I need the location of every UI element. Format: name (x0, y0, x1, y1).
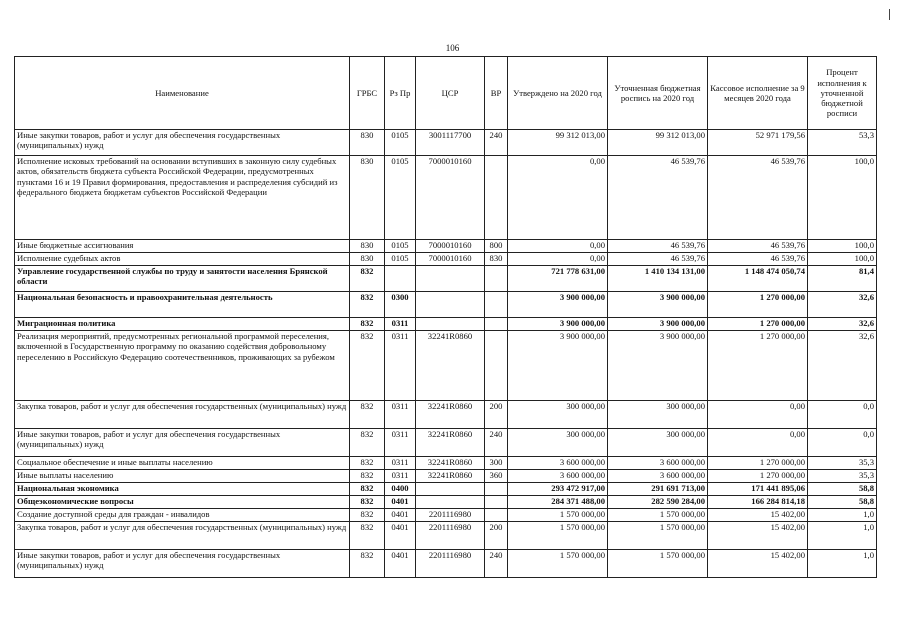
header-csr: ЦСР (416, 57, 485, 130)
cell-cash: 171 441 895,06 (708, 483, 808, 496)
cell-grbs: 832 (350, 483, 385, 496)
cell-name: Закупка товаров, работ и услуг для обеспечения государственных (муниципальных) нужд (15, 522, 350, 550)
cell-percent: 32,6 (808, 318, 877, 331)
table-row (15, 429, 877, 457)
cell-csr: 32241R0860 (416, 429, 485, 457)
cell-cash: 1 270 000,00 (708, 331, 808, 401)
cell-csr: 32241R0860 (416, 331, 485, 401)
cell-percent: 100,0 (808, 156, 877, 240)
cell-approved: 3 900 000,00 (508, 331, 608, 401)
cell-percent: 0,0 (808, 429, 877, 457)
cell-grbs: 832 (350, 550, 385, 578)
cell-name: Иные закупки товаров, работ и услуг для обеспечения государственных (муниципальных) нужд (15, 429, 350, 457)
cell-cash: 1 270 000,00 (708, 318, 808, 331)
cell-grbs: 832 (350, 318, 385, 331)
cell-rzpr (385, 266, 416, 292)
cell-csr (416, 318, 485, 331)
cell-approved: 3 600 000,00 (508, 470, 608, 483)
cell-rzpr: 0105 (385, 130, 416, 156)
cell-vr: 240 (485, 130, 508, 156)
cell-refined: 3 600 000,00 (608, 470, 708, 483)
margin-rule (889, 9, 890, 20)
cell-csr: 7000010160 (416, 253, 485, 266)
cell-approved: 1 570 000,00 (508, 509, 608, 522)
table-row (15, 331, 877, 401)
cell-grbs: 832 (350, 457, 385, 470)
cell-refined: 300 000,00 (608, 429, 708, 457)
cell-percent: 58,8 (808, 483, 877, 496)
cell-csr (416, 483, 485, 496)
cell-cash: 15 402,00 (708, 509, 808, 522)
cell-csr: 7000010160 (416, 240, 485, 253)
table-row (15, 253, 877, 266)
header-row (15, 57, 877, 130)
header-refined: Уточненная бюджетная роспись на 2020 год (608, 57, 708, 130)
cell-approved: 3 900 000,00 (508, 292, 608, 318)
cell-name: Иные бюджетные ассигнования (15, 240, 350, 253)
cell-name: Общеэкономические вопросы (15, 496, 350, 509)
cell-refined: 300 000,00 (608, 401, 708, 429)
header-percent: Процент исполнения к уточненной бюджетной росписи (808, 57, 877, 130)
cell-rzpr: 0105 (385, 253, 416, 266)
cell-grbs: 830 (350, 253, 385, 266)
cell-cash: 15 402,00 (708, 522, 808, 550)
cell-vr: 830 (485, 253, 508, 266)
table-row (15, 457, 877, 470)
cell-percent: 32,6 (808, 331, 877, 401)
cell-rzpr: 0311 (385, 457, 416, 470)
page-number: 106 (445, 43, 460, 53)
cell-refined: 291 691 713,00 (608, 483, 708, 496)
header-name: Наименование (15, 57, 350, 130)
cell-csr: 2201116980 (416, 550, 485, 578)
header-approved: Утверждено на 2020 год (508, 57, 608, 130)
header-rzpr: Рз Пр (385, 57, 416, 130)
cell-approved: 0,00 (508, 156, 608, 240)
cell-csr: 7000010160 (416, 156, 485, 240)
cell-vr (485, 496, 508, 509)
cell-grbs: 832 (350, 266, 385, 292)
cell-refined: 3 900 000,00 (608, 318, 708, 331)
cell-approved: 284 371 488,00 (508, 496, 608, 509)
cell-name: Управление государственной службы по труду и занятости населения Брянской области (15, 266, 350, 292)
cell-approved: 3 600 000,00 (508, 457, 608, 470)
table-row (15, 483, 877, 496)
cell-refined: 1 570 000,00 (608, 509, 708, 522)
cell-name: Национальная безопасность и правоохранительная деятельность (15, 292, 350, 318)
table-row (15, 130, 877, 156)
cell-grbs: 832 (350, 470, 385, 483)
cell-cash: 52 971 179,56 (708, 130, 808, 156)
cell-vr (485, 331, 508, 401)
cell-approved: 3 900 000,00 (508, 318, 608, 331)
cell-name: Национальная экономика (15, 483, 350, 496)
cell-refined: 99 312 013,00 (608, 130, 708, 156)
cell-vr (485, 483, 508, 496)
cell-grbs: 830 (350, 156, 385, 240)
cell-name: Иные закупки товаров, работ и услуг для обеспечения государственных (муниципальных) нужд (15, 550, 350, 578)
cell-refined: 1 570 000,00 (608, 550, 708, 578)
cell-rzpr: 0401 (385, 550, 416, 578)
cell-refined: 3 600 000,00 (608, 457, 708, 470)
cell-rzpr: 0401 (385, 509, 416, 522)
cell-percent: 100,0 (808, 253, 877, 266)
cell-cash: 1 148 474 050,74 (708, 266, 808, 292)
cell-csr: 2201116980 (416, 509, 485, 522)
cell-csr (416, 496, 485, 509)
cell-cash: 46 539,76 (708, 253, 808, 266)
cell-name: Исполнение исковых требований на основании вступивших в законную силу судебных актов, обязательств бюджета субъекта Российской Федерации, предусмотренных пунктами 16 и 19 Правил формирования, предоставления и распределения субсидий из федерального бюджета бюджетам субъектов Российской Федерации (15, 156, 350, 240)
table-row (15, 266, 877, 292)
cell-name: Миграционная политика (15, 318, 350, 331)
cell-approved: 1 570 000,00 (508, 522, 608, 550)
cell-refined: 3 900 000,00 (608, 292, 708, 318)
cell-percent: 58,8 (808, 496, 877, 509)
cell-vr: 240 (485, 429, 508, 457)
cell-vr (485, 509, 508, 522)
cell-rzpr: 0311 (385, 331, 416, 401)
table-row (15, 496, 877, 509)
cell-rzpr: 0311 (385, 401, 416, 429)
cell-approved: 300 000,00 (508, 401, 608, 429)
table-row (15, 156, 877, 240)
cell-vr (485, 292, 508, 318)
cell-refined: 1 570 000,00 (608, 522, 708, 550)
cell-vr: 300 (485, 457, 508, 470)
cell-rzpr: 0311 (385, 318, 416, 331)
cell-refined: 46 539,76 (608, 156, 708, 240)
cell-csr (416, 266, 485, 292)
cell-percent: 35,3 (808, 457, 877, 470)
cell-refined: 1 410 134 131,00 (608, 266, 708, 292)
cell-name: Иные выплаты населению (15, 470, 350, 483)
cell-csr: 3001117700 (416, 130, 485, 156)
table-row (15, 240, 877, 253)
cell-grbs: 832 (350, 522, 385, 550)
cell-name: Иные закупки товаров, работ и услуг для обеспечения государственных (муниципальных) нужд (15, 130, 350, 156)
cell-grbs: 830 (350, 130, 385, 156)
cell-vr (485, 266, 508, 292)
cell-percent: 0,0 (808, 401, 877, 429)
cell-percent: 53,3 (808, 130, 877, 156)
cell-cash: 166 284 814,18 (708, 496, 808, 509)
cell-approved: 99 312 013,00 (508, 130, 608, 156)
cell-name: Исполнение судебных актов (15, 253, 350, 266)
cell-cash: 1 270 000,00 (708, 470, 808, 483)
cell-approved: 293 472 917,00 (508, 483, 608, 496)
cell-vr (485, 156, 508, 240)
cell-vr: 240 (485, 550, 508, 578)
cell-refined: 46 539,76 (608, 253, 708, 266)
cell-percent: 1,0 (808, 522, 877, 550)
cell-rzpr: 0105 (385, 156, 416, 240)
cell-csr: 32241R0860 (416, 470, 485, 483)
cell-approved: 721 778 631,00 (508, 266, 608, 292)
cell-csr: 32241R0860 (416, 457, 485, 470)
cell-vr: 200 (485, 401, 508, 429)
cell-cash: 46 539,76 (708, 156, 808, 240)
budget-table (14, 56, 877, 578)
cell-vr: 800 (485, 240, 508, 253)
cell-rzpr: 0400 (385, 483, 416, 496)
cell-csr (416, 292, 485, 318)
cell-grbs: 830 (350, 240, 385, 253)
table-row (15, 318, 877, 331)
cell-percent: 81,4 (808, 266, 877, 292)
cell-grbs: 832 (350, 429, 385, 457)
cell-cash: 46 539,76 (708, 240, 808, 253)
cell-refined: 3 900 000,00 (608, 331, 708, 401)
cell-rzpr: 0401 (385, 496, 416, 509)
cell-grbs: 832 (350, 331, 385, 401)
cell-rzpr: 0401 (385, 522, 416, 550)
cell-rzpr: 0105 (385, 240, 416, 253)
cell-approved: 0,00 (508, 240, 608, 253)
cell-grbs: 832 (350, 292, 385, 318)
cell-rzpr: 0311 (385, 470, 416, 483)
cell-cash: 15 402,00 (708, 550, 808, 578)
cell-approved: 300 000,00 (508, 429, 608, 457)
cell-refined: 282 590 284,00 (608, 496, 708, 509)
cell-vr: 360 (485, 470, 508, 483)
cell-percent: 1,0 (808, 509, 877, 522)
header-grbs: ГРБС (350, 57, 385, 130)
table-row (15, 522, 877, 550)
cell-name: Создание доступной среды для граждан - инвалидов (15, 509, 350, 522)
cell-grbs: 832 (350, 509, 385, 522)
cell-rzpr: 0311 (385, 429, 416, 457)
cell-grbs: 832 (350, 496, 385, 509)
cell-name: Закупка товаров, работ и услуг для обеспечения государственных (муниципальных) нужд (15, 401, 350, 429)
cell-name: Реализация мероприятий, предусмотренных региональной программой переселения, включенной в Государственную программу по оказанию содействия добровольному переселению в Российскую Федерацию соотечественников, проживающих за рубежом (15, 331, 350, 401)
cell-name: Социальное обеспечение и иные выплаты населению (15, 457, 350, 470)
cell-vr: 200 (485, 522, 508, 550)
header-vr: ВР (485, 57, 508, 130)
header-cash: Кассовое исполнение за 9 месяцев 2020 года (708, 57, 808, 130)
cell-percent: 1,0 (808, 550, 877, 578)
cell-vr (485, 318, 508, 331)
cell-cash: 1 270 000,00 (708, 457, 808, 470)
cell-percent: 35,3 (808, 470, 877, 483)
cell-cash: 0,00 (708, 401, 808, 429)
cell-cash: 0,00 (708, 429, 808, 457)
table-row (15, 550, 877, 578)
table-row (15, 470, 877, 483)
cell-csr: 2201116980 (416, 522, 485, 550)
cell-refined: 46 539,76 (608, 240, 708, 253)
cell-cash: 1 270 000,00 (708, 292, 808, 318)
cell-percent: 100,0 (808, 240, 877, 253)
table-body (15, 130, 877, 578)
table-row (15, 292, 877, 318)
cell-rzpr: 0300 (385, 292, 416, 318)
table-row (15, 401, 877, 429)
table-row (15, 509, 877, 522)
cell-percent: 32,6 (808, 292, 877, 318)
cell-grbs: 832 (350, 401, 385, 429)
cell-approved: 1 570 000,00 (508, 550, 608, 578)
cell-csr: 32241R0860 (416, 401, 485, 429)
cell-approved: 0,00 (508, 253, 608, 266)
